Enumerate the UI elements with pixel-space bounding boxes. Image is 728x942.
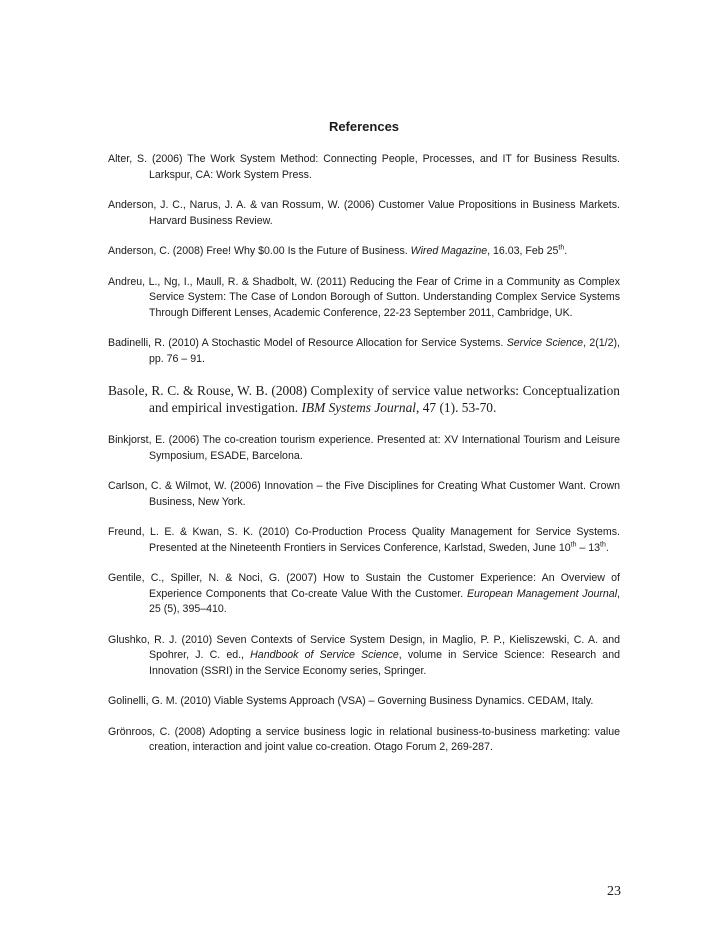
reference-anderson-2006: Anderson, J. C., Narus, J. A. & van Rossum, W. (2006) Customer Value Propositions in Business Markets. Harvard Business Review. [108, 199, 620, 227]
reference-list [108, 152, 620, 771]
reference-andreu-2011: Andreu, L., Ng, I., Maull, R. & Shadbolt, W. (2011) Reducing the Fear of Crime in a Community as Complex Service System: The Case of London Borough of Sutton. Understanding Complex Service Systems Through Different Lenses, Academic Conference, 22-23 September 2011, Cambridge, UK. [108, 275, 620, 319]
reference-anderson-2008: Anderson, C. (2008) Free! Why $0.00 Is the Future of Business. Wired Magazine, 16.03, Feb 25th. [108, 244, 568, 257]
reference-binkjorst-2006: Binkjorst, E. (2006) The co-creation tourism experience. Presented at: XV International Tourism and Leisure Symposium, ESADE, Barcelona. [108, 434, 620, 462]
page-number: 23 [607, 884, 621, 899]
reference-basole-2008: Basole, R. C. & Rouse, W. B. (2008) Complexity of service value networks: Conceptualization and empirical investigation. IBM Systems Journal, 47 (1). 53-70. [108, 383, 620, 415]
reference-gentile-2007: Gentile, C., Spiller, N. & Noci, G. (2007) How to Sustain the Customer Experience: An Overview of Experience Components that Co-create Value With the Customer. European Management Journal, 25 (5), 395–410. [108, 572, 620, 615]
reference-glushko-2010: Glushko, R. J. (2010) Seven Contexts of Service System Design, in Maglio, P. P., Kieliszewski, C. A. and Spohrer, J. C. ed., Handbook of Service Science, volume in Service Science: Research and Innovation (SSRI) in the Service Economy series, Springer. [108, 633, 620, 677]
reference-carlson-2006: Carlson, C. & Wilmot, W. (2006) Innovation – the Five Disciplines for Creating What Customer Want. Crown Business, New York. [108, 480, 620, 508]
reference-alter-2006: Alter, S. (2006) The Work System Method: Connecting People, Processes, and IT for Business Results. Larkspur, CA: Work System Press. [108, 153, 620, 181]
reference-badinelli-2010: Badinelli, R. (2010) A Stochastic Model of Resource Allocation for Service Systems. Service Science, 2(1/2), pp. 76 – 91. [108, 337, 620, 365]
reference-freund-2010: Freund, L. E. & Kwan, S. K. (2010) Co-Production Process Quality Management for Service Systems. Presented at the Nineteenth Frontiers in Services Conference, Karlstad, Sweden, June 10th – 13th. [108, 526, 620, 554]
reference-gronroos-2008: Grönroos, C. (2008) Adopting a service business logic in relational business-to-business marketing: value creation, interaction and joint value co-creation. Otago Forum 2, 269-287. [108, 725, 620, 753]
references-heading: References [328, 119, 400, 134]
reference-golinelli-2010: Golinelli, G. M. (2010) Viable Systems Approach (VSA) – Governing Business Dynamics. CEDAM, Italy. [108, 695, 594, 707]
